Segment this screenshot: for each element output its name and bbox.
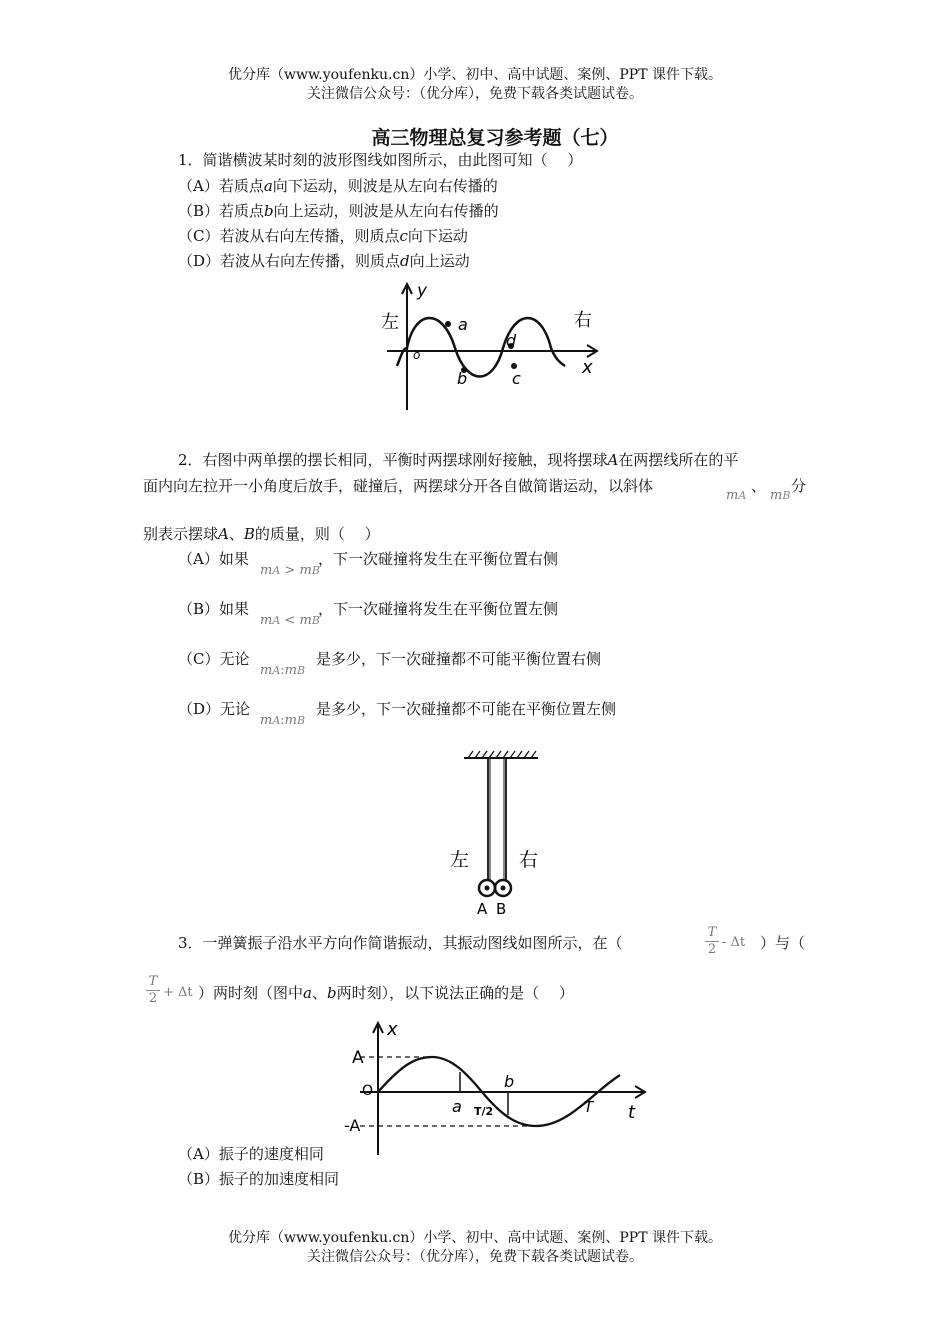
q3-plus-dt: + Δt [163, 985, 193, 1000]
q1-option-a: （A）若质点a向下运动，则波是从左向右传播的 [178, 177, 498, 195]
q2-line-2-sep: 、 [751, 477, 767, 495]
q1-right-label: 右 [574, 310, 592, 331]
q1-x-label: x [582, 357, 593, 378]
q2-option-a-text: ，下一次碰撞将发生在平衡位置右侧 [318, 550, 559, 568]
q3-frac-1: T 2 [705, 925, 719, 958]
q3-minus-dt: - Δt [722, 935, 746, 950]
q2-mass-b: mB [770, 488, 791, 503]
q3-half-period-label: T/2 [474, 1105, 494, 1118]
q1-left-label: 左 [381, 312, 399, 333]
q3-option-b: （B）振子的加速度相同 [178, 1170, 340, 1188]
q3-oscillation-figure [340, 1015, 650, 1160]
q3-period-label: T [584, 1098, 594, 1116]
q2-mass-a: mA [726, 488, 747, 503]
q3-line-2: ）两时刻（图中a、b两时刻），以下说法正确的是（ ） [198, 984, 574, 1002]
q2-line-2-end: 分 [791, 477, 807, 495]
q2-ball-b-label: B [496, 900, 507, 918]
q1-y-label: y [417, 281, 428, 301]
q2-option-c-expr: mA:mB [260, 663, 306, 678]
q2-option-b-expr: mA < mB [260, 613, 320, 628]
q1-option-c: （C）若波从右向左传播，则质点c向下运动 [178, 227, 468, 245]
footer-line-1: 优分库（www.youfenku.cn）小学、初中、高中试题、案例、PPT 课件下载。 [227, 1230, 722, 1246]
header-line-1: 优分库（www.youfenku.cn）小学、初中、高中试题、案例、PPT 课件下载。 [227, 67, 722, 83]
q3-line-1-mid: ）与（ [760, 934, 806, 952]
q1-wave-figure [375, 278, 605, 413]
q2-option-c: （C）无论 [178, 650, 250, 668]
footer-line-2: 关注微信公众号：（优分库），免费下载各类试题试卷。 [307, 1249, 643, 1265]
q2-option-b-text: ，下一次碰撞将发生在平衡位置左侧 [318, 600, 559, 618]
q2-option-a-expr: mA > mB [260, 563, 320, 578]
q3-a-label: a [452, 1097, 462, 1116]
q3-frac-2: T 2 [146, 974, 160, 1007]
q1-stem: 1．简谐横波某时刻的波形图线如图所示，由此图可知（ ） [178, 151, 583, 169]
q3-b-label: b [504, 1072, 515, 1091]
header-line-2: 关注微信公众号：（优分库），免费下载各类试题试卷。 [307, 86, 643, 102]
q2-right-label: 右 [519, 849, 539, 871]
q2-option-c-text: 是多少，下一次碰撞都不可能平衡位置右侧 [316, 650, 602, 668]
q2-option-d-expr: mA:mB [260, 713, 306, 728]
q3-option-a: （A）振子的速度相同 [178, 1145, 324, 1163]
q1-origin-label: o [413, 348, 421, 362]
page-title: 高三物理总复习参考题（七） [371, 127, 619, 149]
q1-option-d: （D）若波从右向左传播，则质点d向上运动 [178, 252, 470, 270]
q2-line-1: 2．右图中两单摆的摆长相同，平衡时两摆球刚好接触，现将摆球A在两摆线所在的平 [178, 451, 739, 469]
q3-x-label: x [387, 1019, 398, 1040]
q1-point-a-label: a [458, 315, 468, 334]
q2-option-d-text: 是多少，下一次碰撞都不可能在平衡位置左侧 [316, 700, 617, 718]
q2-line-3: 别表示摆球A、B的质量，则（ ） [143, 525, 380, 543]
q2-option-b: （B）如果 [178, 600, 250, 618]
q2-ball-a-label: A [477, 900, 488, 918]
q2-line-2: 面内向左拉开一小角度后放手，碰撞后，两摆球分开各自做简谐运动，以斜体 [143, 477, 654, 495]
q3-origin-label: O [362, 1083, 374, 1099]
q3-neg-amplitude-label: -A [344, 1116, 361, 1135]
q1-point-b-label: b [457, 369, 468, 388]
q3-line-1: 3．一弹簧振子沿水平方向作简谐振动，其振动图线如图所示，在（ [178, 934, 623, 952]
q3-t-label: t [628, 1102, 636, 1123]
q1-point-d-label: d [506, 331, 517, 350]
q1-option-b: （B）若质点b向上运动，则波是从左向右传播的 [178, 202, 499, 220]
q1-point-c-label: c [512, 369, 521, 388]
q2-pendulum-figure [440, 748, 560, 918]
q2-option-a: （A）如果 [178, 550, 249, 568]
q2-left-label: 左 [450, 849, 470, 871]
q3-amplitude-label: A [352, 1048, 364, 1068]
q2-option-d: （D）无论 [178, 700, 251, 718]
